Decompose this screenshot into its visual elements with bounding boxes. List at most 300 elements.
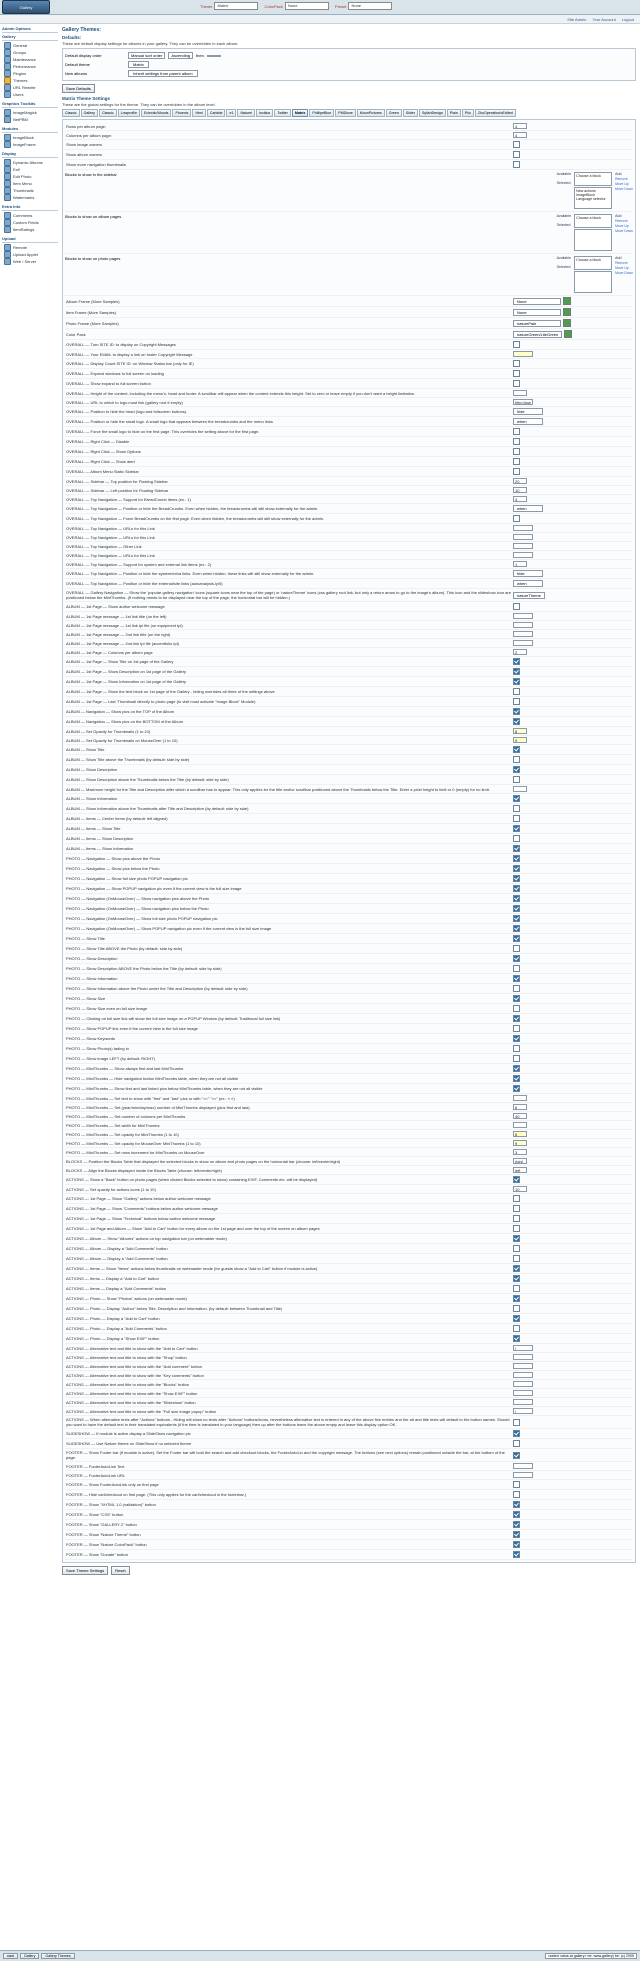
- setting-checkbox[interactable]: [513, 1035, 520, 1042]
- default-display-order-select[interactable]: Manual sort order: [128, 52, 165, 59]
- setting-checkbox[interactable]: [513, 468, 520, 475]
- option-label: BLOCKS — Align the Blocks displayed inside the Blocks Table (choose: left/center/right): [66, 1167, 222, 1173]
- theme-tab-incitius[interactable]: Incitius: [256, 109, 273, 117]
- setting-checkbox[interactable]: [513, 1055, 520, 1062]
- setting-checkbox[interactable]: [513, 905, 520, 912]
- setting-text-input[interactable]: [513, 1149, 527, 1155]
- your-account-link[interactable]: Your Account: [592, 16, 616, 22]
- theme-tab-moonpictures[interactable]: MoonPictures: [357, 109, 385, 117]
- sidebar-item-custom-fields[interactable]: [2, 219, 58, 226]
- setting-checkbox[interactable]: [513, 380, 520, 387]
- setting-checkbox[interactable]: [513, 925, 520, 932]
- sidebar-item-upload-applet[interactable]: [2, 251, 58, 258]
- option-row: [65, 621, 633, 630]
- setting-text-input[interactable]: [513, 649, 527, 655]
- sidebar-item-dynamic-albums[interactable]: [2, 159, 58, 166]
- sidebar-group: [2, 236, 58, 265]
- block-move-links: [615, 219, 633, 233]
- setting-checkbox[interactable]: [513, 1481, 520, 1488]
- setting-checkbox[interactable]: [513, 776, 520, 783]
- option-row: [65, 864, 633, 874]
- add-block-button[interactable]: Add: [615, 256, 622, 260]
- setting-checkbox[interactable]: [513, 1075, 520, 1082]
- option-label: PHOTO — Navigation — Show full size photo POPUP navigation pic: [66, 876, 188, 881]
- block-move-up-link[interactable]: Move Up: [615, 266, 629, 270]
- option-label: ALBUM — 1st Page — Show the text block on 1st page of the Gallery - hiding overrides all three of the settings above: [66, 689, 275, 694]
- theme-tab-twitter[interactable]: Twitter: [274, 109, 291, 117]
- top-field-colorpack-value[interactable]: None: [285, 2, 329, 10]
- setting-text-input[interactable]: [513, 1363, 533, 1369]
- option-label: ACTIONS — 1st Page and Album — Show "Add to Cart" button for every album on the 1st page and over the top of the screen on album pages: [66, 1226, 320, 1231]
- option-label: ALBUM — Show Information: [66, 796, 118, 801]
- setting-checkbox[interactable]: [513, 945, 520, 952]
- setting-checkbox[interactable]: [513, 360, 520, 367]
- available-blocks-select[interactable]: Choose a block: [574, 214, 612, 228]
- setting-checkbox[interactable]: [513, 658, 520, 665]
- setting-text-input[interactable]: [513, 1186, 527, 1192]
- sidebar-item-label: Edit Photo: [13, 173, 32, 179]
- sidebar-item-icon: [4, 141, 11, 148]
- block-move-up-link[interactable]: Move Up: [615, 224, 629, 228]
- block-remove-link[interactable]: Remove: [615, 177, 628, 181]
- theme-tab-naturel[interactable]: Naturel: [237, 109, 255, 117]
- sidebar-item-edit-photo[interactable]: [2, 173, 58, 180]
- block-move-down-link[interactable]: Move Down: [615, 187, 633, 191]
- frame-setting-select[interactable]: naturePale: [513, 320, 561, 327]
- taskbar-item-gallery[interactable]: Gallery: [20, 1953, 39, 1959]
- option-row: [65, 1294, 633, 1304]
- setting-checkbox[interactable]: [513, 865, 520, 872]
- option-row: [65, 994, 633, 1004]
- block-picker: [557, 214, 633, 251]
- option-label: BLOCKS — Position the Blocks Table that displayed the selected blocks to show on album and photo pages on the horizontal bar (choose: left/center/right): [66, 1158, 341, 1164]
- setting-checkbox[interactable]: [513, 795, 520, 802]
- save-defaults-button[interactable]: Save Defaults: [62, 84, 95, 93]
- default-theme-select[interactable]: Matrix: [128, 61, 149, 68]
- setting-checkbox[interactable]: [513, 766, 520, 773]
- option-row: [65, 954, 633, 964]
- setting-checkbox[interactable]: [513, 370, 520, 377]
- taskbar-item-gallery-themes[interactable]: Gallery Themes: [41, 1953, 74, 1959]
- option-row: [65, 775, 633, 785]
- setting-checkbox[interactable]: [513, 1085, 520, 1092]
- top-field-preset-value[interactable]: None: [348, 2, 392, 10]
- add-block-button[interactable]: Add: [615, 214, 622, 218]
- sidebar-item-exif[interactable]: [2, 166, 58, 173]
- option-label: PHOTO — MiniThumbs — Set text to show with "first" and "last" pics or with "<<" ">>" (ex.: « »): [66, 1095, 235, 1101]
- setting-checkbox[interactable]: [513, 1245, 520, 1252]
- option-label: ALBUM — Navigation — Show pics on the TOP of the Album: [66, 709, 175, 714]
- option-row: [65, 551, 633, 560]
- setting-text-input[interactable]: [513, 1095, 527, 1101]
- setting-checkbox[interactable]: [513, 1430, 520, 1437]
- setting-checkbox[interactable]: [513, 1025, 520, 1032]
- setting-checkbox[interactable]: [513, 515, 520, 522]
- theme-tab-classic[interactable]: Classic: [62, 109, 80, 117]
- top-field-theme-value[interactable]: Matrix: [214, 2, 258, 10]
- setting-checkbox[interactable]: [513, 678, 520, 685]
- setting-text-input[interactable]: [513, 1399, 533, 1405]
- setting-text-input[interactable]: [513, 737, 527, 743]
- sidebar-item-groups[interactable]: [2, 49, 58, 56]
- setting-text-input[interactable]: [513, 390, 527, 396]
- option-row: [65, 1398, 633, 1407]
- option-label: FOOTER — Show "XHTML 1.0 (validation)" button: [66, 1502, 156, 1507]
- setting-text-input[interactable]: [513, 561, 527, 567]
- option-row: [65, 844, 633, 854]
- sidebar-item-itemratings[interactable]: [2, 226, 58, 233]
- block-remove-link[interactable]: Remove: [615, 261, 628, 265]
- option-label: FOOTER — Show "Nature Theme" button: [66, 1532, 141, 1537]
- sidebar-item-label: URL Rewrite: [13, 84, 36, 90]
- setting-checkbox[interactable]: [513, 805, 520, 812]
- setting-checkbox[interactable]: [513, 1541, 520, 1548]
- option-label: ACTIONS — Photo — Display "Author" below Title, Description and Information. (by default: between Thumbnail and Title): [66, 1306, 283, 1311]
- site-admin-link[interactable]: Site Admin: [567, 16, 587, 22]
- default-theme-row: [65, 60, 633, 69]
- block-move-up-link[interactable]: Move Up: [615, 182, 629, 186]
- setting-text-input[interactable]: [513, 728, 527, 734]
- option-row: [65, 630, 633, 639]
- defaults-title: Defaults:: [62, 35, 82, 40]
- frame-setting-select[interactable]: None: [513, 309, 561, 316]
- setting-checkbox[interactable]: [513, 688, 520, 695]
- setting-text-input[interactable]: [513, 622, 533, 628]
- setting-text-input[interactable]: [513, 1167, 527, 1173]
- setting-checkbox[interactable]: [513, 1491, 520, 1498]
- setting-checkbox[interactable]: [513, 698, 520, 705]
- option-row: [65, 648, 633, 657]
- setting-checkbox[interactable]: [513, 1419, 520, 1426]
- setting-checkbox[interactable]: [513, 1501, 520, 1508]
- option-label: OVERALL — Top Navigation — Position or hide the external/site links (autoanalysis.ly/5): [66, 581, 223, 586]
- setting-text-input[interactable]: [513, 1140, 527, 1146]
- setting-checkbox[interactable]: [513, 825, 520, 832]
- option-row: [65, 1130, 633, 1139]
- setting-text-input[interactable]: [513, 552, 533, 558]
- setting-checkbox[interactable]: [513, 1275, 520, 1282]
- sidebar-item-url-rewrite[interactable]: [2, 84, 58, 91]
- setting-text-input[interactable]: [513, 1390, 533, 1396]
- option-row: [65, 579, 633, 589]
- option-row: [65, 437, 633, 447]
- setting-checkbox[interactable]: [513, 875, 520, 882]
- sidebar-item-general[interactable]: [2, 42, 58, 49]
- setting-text-input[interactable]: [513, 640, 533, 646]
- option-label: FOOTER — Show FooterAutoLink only on first page: [66, 1482, 159, 1487]
- setting-checkbox[interactable]: [513, 1315, 520, 1322]
- setting-checkbox[interactable]: [513, 1295, 520, 1302]
- setting-text-input[interactable]: [513, 534, 533, 540]
- setting-checkbox[interactable]: [513, 1015, 520, 1022]
- available-blocks-select[interactable]: Choose a block: [574, 172, 612, 186]
- sidebar-item-label: ImageFrame: [13, 141, 36, 147]
- selected-blocks-list[interactable]: New actions ImageBlock Language selector: [574, 187, 612, 209]
- setting-checkbox[interactable]: [513, 746, 520, 753]
- option-row: [65, 924, 633, 934]
- setting-select[interactable]: hide: [513, 570, 543, 577]
- theme-tab-lowprofile[interactable]: Lowprofile: [118, 109, 140, 117]
- setting-checkbox[interactable]: [513, 458, 520, 465]
- sidebar-item-watermarks[interactable]: [2, 194, 58, 201]
- sidebar-item-netpbm[interactable]: [2, 116, 58, 123]
- setting-text-input[interactable]: [513, 132, 527, 138]
- option-row: [65, 1490, 633, 1500]
- theme-tab-pilo[interactable]: Pilo: [462, 109, 474, 117]
- sidebar-item-comments[interactable]: [2, 212, 58, 219]
- new-albums-select[interactable]: Inherit settings from parent album: [128, 70, 198, 77]
- setting-text-input[interactable]: [513, 478, 527, 484]
- start-button[interactable]: start: [3, 1953, 18, 1959]
- theme-tab-zhuoperation-cedited[interactable]: ZhuOperation/cEdited: [475, 109, 516, 117]
- theme-tab-eclectic-woods[interactable]: Eclectic/Woods: [141, 109, 172, 117]
- setting-checkbox[interactable]: [513, 1255, 520, 1262]
- block-move-down-link[interactable]: Move Down: [615, 271, 633, 275]
- defaults-description: These are default display settings for albums in your gallery. They can be overridden in each album.: [62, 41, 239, 46]
- option-label: OVERALL — Position to hide the head (logo and fullscreen buttons).: [66, 409, 188, 414]
- setting-checkbox[interactable]: [513, 985, 520, 992]
- setting-checkbox[interactable]: [513, 1440, 520, 1447]
- sidebar-item-imageframe[interactable]: [2, 141, 58, 148]
- sidebar-item-icon: [4, 63, 11, 70]
- option-label: ALBUM — 1st Page — Last 'Thumbnail directly to photo page (to visit must activate "Image Block" Module): [66, 699, 256, 704]
- selected-blocks-list[interactable]: [574, 229, 612, 251]
- frame-setting-select[interactable]: None: [513, 298, 561, 305]
- setting-checkbox[interactable]: [513, 895, 520, 902]
- option-row: [65, 398, 633, 407]
- setting-checkbox[interactable]: [513, 935, 520, 942]
- setting-checkbox[interactable]: [513, 1511, 520, 1518]
- theme-tab-e1[interactable]: e1: [226, 109, 236, 117]
- option-row: [65, 1214, 633, 1224]
- sidebar-item-item-menu[interactable]: [2, 180, 58, 187]
- block-remove-link[interactable]: Remove: [615, 219, 628, 223]
- setting-text-input[interactable]: [513, 1345, 533, 1351]
- setting-checkbox[interactable]: [513, 1335, 520, 1342]
- setting-text-input[interactable]: [513, 1463, 533, 1469]
- setting-checkbox[interactable]: [513, 1521, 520, 1528]
- theme-tab-pmdluxe[interactable]: PMDluxe: [335, 109, 356, 117]
- theme-tab-classic[interactable]: Classic: [99, 109, 117, 117]
- setting-checkbox[interactable]: [513, 835, 520, 842]
- sidebar-item-thumbnails[interactable]: [2, 187, 58, 194]
- setting-checkbox[interactable]: [513, 915, 520, 922]
- setting-checkbox[interactable]: [513, 885, 520, 892]
- setting-checkbox[interactable]: [513, 151, 520, 158]
- setting-text-input[interactable]: [513, 1104, 527, 1110]
- setting-checkbox[interactable]: [513, 438, 520, 445]
- add-block-button[interactable]: Add: [615, 172, 622, 176]
- setting-checkbox[interactable]: [513, 975, 520, 982]
- setting-text-input[interactable]: [513, 631, 533, 637]
- setting-checkbox[interactable]: [513, 161, 520, 168]
- sidebar-item-icon: [4, 166, 11, 173]
- setting-text-input[interactable]: [513, 1158, 527, 1164]
- setting-text-input[interactable]: [513, 399, 533, 405]
- theme-tab-html[interactable]: Html: [192, 109, 205, 117]
- setting-checkbox[interactable]: [513, 1065, 520, 1072]
- sidebar-group: [2, 204, 58, 233]
- option-label: OVERALL — Show expand to full screen button: [66, 381, 151, 386]
- sidebar-item-label: ItemRatings: [13, 226, 35, 232]
- save-theme-settings-button[interactable]: Save Theme Settings: [62, 1566, 108, 1575]
- option-row: [65, 1540, 633, 1550]
- setting-select[interactable]: when: [513, 505, 543, 512]
- sidebar-group-title: Modules: [2, 126, 58, 133]
- theme-tab-phoenix[interactable]: Phoenix: [172, 109, 191, 117]
- setting-checkbox[interactable]: [513, 1215, 520, 1222]
- theme-tab-plain[interactable]: Plain: [447, 109, 461, 117]
- setting-text-input[interactable]: [513, 351, 533, 357]
- setting-text-input[interactable]: [513, 1408, 533, 1414]
- sidebar-item-themes[interactable]: [2, 77, 58, 84]
- setting-text-input[interactable]: [513, 123, 527, 129]
- sidebar-item-icon: [4, 134, 11, 141]
- setting-text-input[interactable]: [513, 496, 527, 502]
- setting-checkbox[interactable]: [513, 708, 520, 715]
- available-blocks-select[interactable]: Choose a block: [574, 256, 612, 270]
- option-label: ALBUM — Show Title above the Thumbnails (by default: side by side): [66, 757, 190, 762]
- sidebar-group: [2, 151, 58, 201]
- new-albums-row: [65, 69, 633, 78]
- theme-tab-green[interactable]: Green: [386, 109, 402, 117]
- setting-select[interactable]: hide: [513, 408, 543, 415]
- default-display-order-secondary[interactable]: [207, 55, 221, 57]
- color-swatch-icon: [563, 319, 571, 327]
- option-label: OVERALL — Sidebar — Left position for Floating Sidebar: [66, 487, 169, 493]
- sidebar-item-imageblock[interactable]: [2, 134, 58, 141]
- theme-tab-carbide[interactable]: Carbide: [207, 109, 226, 117]
- theme-tab-slider[interactable]: Slider: [403, 109, 418, 117]
- default-theme-label: Default theme: [65, 62, 90, 67]
- setting-checkbox[interactable]: [513, 845, 520, 852]
- setting-text-input[interactable]: [513, 525, 533, 531]
- option-label: ALBUM — 1st Page message — 2nd link tpl file (accentfolio tpl): [66, 640, 179, 646]
- frame-setting-select[interactable]: natureGreen/LiteGreen: [513, 331, 562, 338]
- setting-checkbox[interactable]: [513, 1045, 520, 1052]
- setting-select[interactable]: natureTheme: [513, 592, 545, 599]
- setting-select[interactable]: when: [513, 580, 543, 587]
- sidebar-item-label: Watermarks: [13, 194, 35, 200]
- option-label: ACTIONS — 1st Page — Show "Gallery" actions below author welcome message: [66, 1196, 211, 1201]
- sidebar-item-icon: [4, 180, 11, 187]
- setting-checkbox[interactable]: [513, 756, 520, 763]
- option-row: [65, 340, 633, 350]
- setting-checkbox[interactable]: [513, 995, 520, 1002]
- option-row: [65, 1471, 633, 1480]
- setting-checkbox[interactable]: [513, 1325, 520, 1332]
- option-label: PHOTO — Show Information above the Photo under the Title and Description (by default: side by side): [66, 986, 248, 991]
- setting-checkbox[interactable]: [513, 448, 520, 455]
- setting-checkbox[interactable]: [513, 1195, 520, 1202]
- sidebar-item-label: Groups: [13, 49, 27, 55]
- reset-button[interactable]: Reset: [111, 1566, 129, 1575]
- setting-checkbox[interactable]: [513, 815, 520, 822]
- sidebar-item-performance[interactable]: [2, 63, 58, 70]
- setting-text-input[interactable]: [513, 1472, 533, 1478]
- sidebar-item-users[interactable]: [2, 91, 58, 98]
- setting-checkbox[interactable]: [513, 1531, 520, 1538]
- setting-checkbox[interactable]: [513, 1551, 520, 1558]
- setting-text-input[interactable]: [513, 1381, 533, 1387]
- sidebar-item-label: Users: [13, 91, 24, 97]
- logout-link[interactable]: Logout: [621, 16, 634, 22]
- default-display-order-direction[interactable]: Ascending: [168, 52, 193, 59]
- sidebar-item-label: Item Menu: [13, 180, 32, 186]
- setting-checkbox[interactable]: [513, 1305, 520, 1312]
- setting-text-input[interactable]: [513, 613, 533, 619]
- setting-checkbox[interactable]: [513, 1005, 520, 1012]
- theme-tab-gallery[interactable]: Gallery: [81, 109, 98, 117]
- setting-checkbox[interactable]: [513, 855, 520, 862]
- option-row: [65, 1324, 633, 1334]
- option-row: [65, 560, 633, 569]
- setting-text-input[interactable]: [513, 786, 527, 792]
- setting-text-input[interactable]: [513, 1354, 533, 1360]
- setting-checkbox[interactable]: [513, 428, 520, 435]
- setting-checkbox[interactable]: [513, 141, 520, 148]
- setting-checkbox[interactable]: [513, 1176, 520, 1183]
- sidebar-item-icon: [4, 244, 11, 251]
- setting-checkbox[interactable]: [513, 1285, 520, 1292]
- setting-select[interactable]: when: [513, 418, 543, 425]
- setting-label: Show more navigation thumbnails: [66, 162, 127, 167]
- sidebar-item-web-server[interactable]: [2, 258, 58, 265]
- theme-tab-matrix[interactable]: Matrix: [292, 109, 309, 117]
- option-row: [65, 427, 633, 437]
- option-label: PHOTO — Show Photo(s) fading in: [66, 1046, 129, 1051]
- theme-tab-phillipeblue[interactable]: PhillipeBlue: [309, 109, 334, 117]
- option-row: [65, 717, 633, 727]
- theme-tab-sylishdesign[interactable]: SylishDesign: [419, 109, 446, 117]
- setting-row: [65, 160, 633, 170]
- setting-text-input[interactable]: [513, 1372, 533, 1378]
- option-label: OVERALL — Top Navigation — Force BreadCrumbs on the first page. Even when hidden, the breadcrumbs will still show externally for the admin.: [66, 516, 325, 521]
- selected-blocks-list[interactable]: [574, 271, 612, 293]
- sidebar-item-label: Plugins: [13, 70, 27, 76]
- sidebar-item-remote[interactable]: [2, 244, 58, 251]
- option-label: ALBUM — Set Opacity for Thumbnails (1 to 10): [66, 728, 151, 734]
- block-setting-row: [65, 212, 633, 254]
- option-label: OVERALL — Gallery Navigation — Show the 'popular gallery navigation' icons (square icons near the top of the page) or 'natureTheme' icons (css gallery root link, but only a return arrow to go to the image's album). This icon and the slideshow icon are positioned below the MiniThumbs. (If nothing needs to be displayed near the top of the page, the horizontal bar will be hidden.): [66, 590, 511, 600]
- setting-checkbox[interactable]: [513, 603, 520, 610]
- block-move-down-link[interactable]: Move Down: [615, 229, 633, 233]
- sidebar-item-maintenance[interactable]: [2, 56, 58, 63]
- setting-checkbox[interactable]: [513, 1452, 520, 1459]
- setting-text-input[interactable]: [513, 1122, 527, 1128]
- sidebar-item-label: Maintenance: [13, 56, 36, 62]
- setting-checkbox[interactable]: [513, 718, 520, 725]
- sidebar-item-imagemagick[interactable]: [2, 109, 58, 116]
- setting-checkbox[interactable]: [513, 341, 520, 348]
- setting-checkbox[interactable]: [513, 1235, 520, 1242]
- setting-checkbox[interactable]: [513, 1225, 520, 1232]
- setting-text-input[interactable]: [513, 487, 527, 493]
- setting-checkbox[interactable]: [513, 955, 520, 962]
- setting-text-input[interactable]: [513, 543, 533, 549]
- sidebar-item-plugins[interactable]: [2, 70, 58, 77]
- setting-text-input[interactable]: [513, 1131, 527, 1137]
- option-label: ALBUM — 1st Page — Show Title on 1st page of the Gallery: [66, 659, 174, 664]
- option-row: [65, 1014, 633, 1024]
- option-label: OVERALL — Top Navigation — URLs for this Link: [66, 534, 155, 540]
- setting-checkbox[interactable]: [513, 668, 520, 675]
- setting-checkbox[interactable]: [513, 1265, 520, 1272]
- setting-checkbox[interactable]: [513, 1205, 520, 1212]
- setting-text-input[interactable]: [513, 1113, 527, 1119]
- option-label: PHOTO — MiniThumbs — Set width for MiniThumbs: [66, 1122, 160, 1128]
- setting-checkbox[interactable]: [513, 965, 520, 972]
